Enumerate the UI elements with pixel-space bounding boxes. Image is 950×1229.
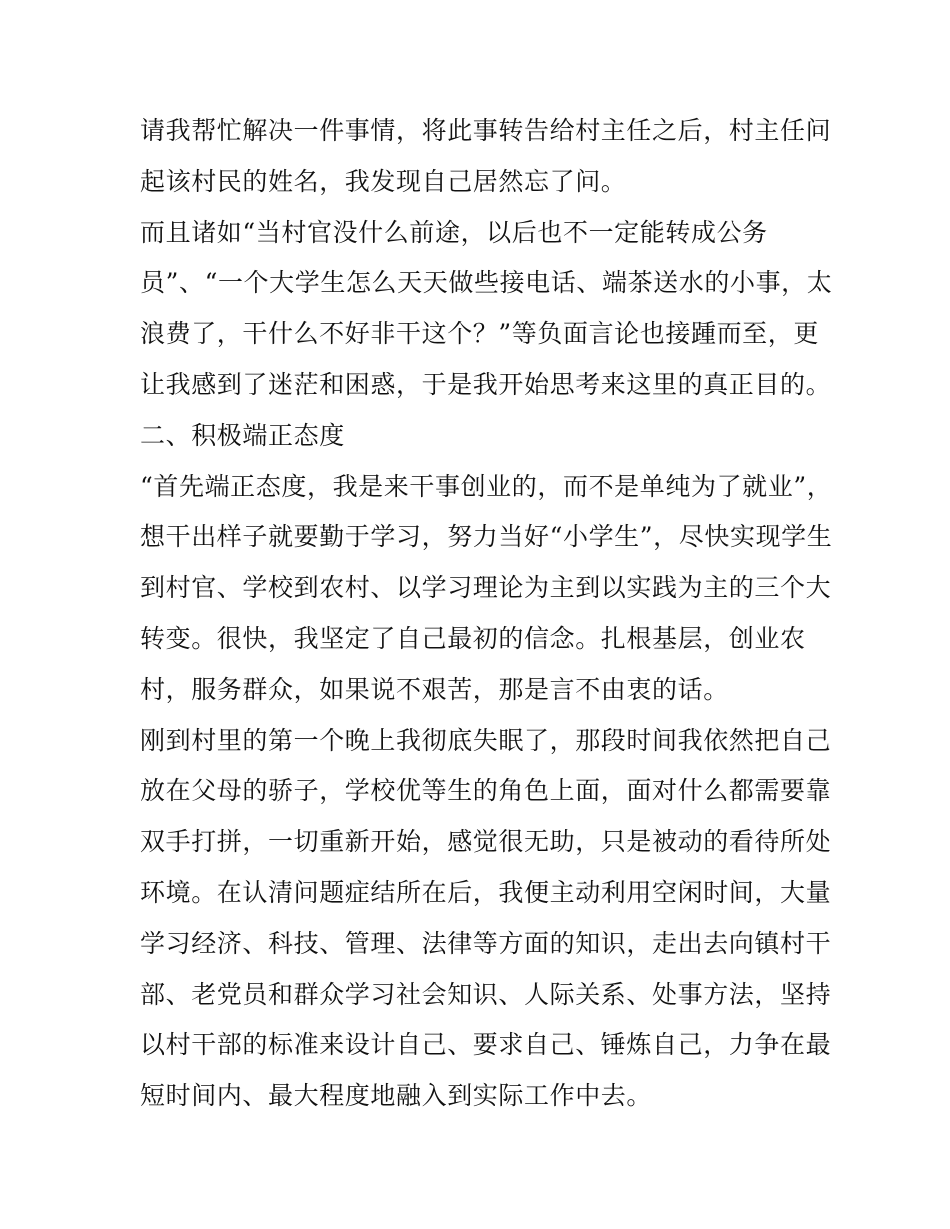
text-line: 短时间内、最大程度地融入到实际工作中去。 [140, 1081, 653, 1111]
text-line: 双手打拼，一切重新开始，感觉很无助，只是被动的看待所处 [140, 827, 832, 857]
text-line: 环境。在认清问题症结所在后，我便主动利用空闲时间，大量 [140, 877, 832, 907]
section-heading: 二、积极端正态度 [140, 420, 345, 450]
text-line: 让我感到了迷茫和困惑，于是我开始思考来这里的真正目的。 [140, 369, 832, 399]
text-line: 而且诸如“当村官没什么前途，以后也不一定能转成公务 [140, 217, 768, 247]
text-line: 以村干部的标准来设计自己、要求自己、锤炼自己，力争在最 [140, 1030, 832, 1060]
text-line: 村，服务群众，如果说不艰苦，那是言不由衷的话。 [140, 674, 729, 704]
text-line: 请我帮忙解决一件事情，将此事转告给村主任之后，村主任问 [140, 116, 832, 145]
text-line: 员”、“一个大学生怎么天天做些接电话、端茶送水的小事，太 [140, 268, 833, 298]
text-line: 学习经济、科技、管理、法律等方面的知识，走出去向镇村干 [140, 928, 832, 958]
text-line: 到村官、学校到农村、以学习理论为主到以实践为主的三个大 [140, 573, 832, 603]
text-line: 想干出样子就要勤于学习，努力当好“小学生”，尽快实现学生 [140, 522, 833, 552]
document-body [140, 106, 833, 1122]
text-line: 放在父母的骄子，学校优等生的角色上面，面对什么都需要靠 [140, 776, 832, 806]
text-line: 浪费了，干什么不好非干这个？”等负面言论也接踵而至，更 [140, 319, 819, 349]
text-line: 起该村民的姓名，我发现自己居然忘了问。 [140, 166, 627, 196]
text-line: 刚到村里的第一个晚上我彻底失眠了，那段时间我依然把自己 [140, 725, 832, 755]
text-line: 转变。很快，我坚定了自己最初的信念。扎根基层，创业农 [140, 623, 806, 653]
text-line: “首先端正态度，我是来干事创业的，而不是单纯为了就业”， [140, 471, 833, 501]
text-line: 部、老党员和群众学习社会知识、人际关系、处事方法，坚持 [140, 979, 832, 1009]
